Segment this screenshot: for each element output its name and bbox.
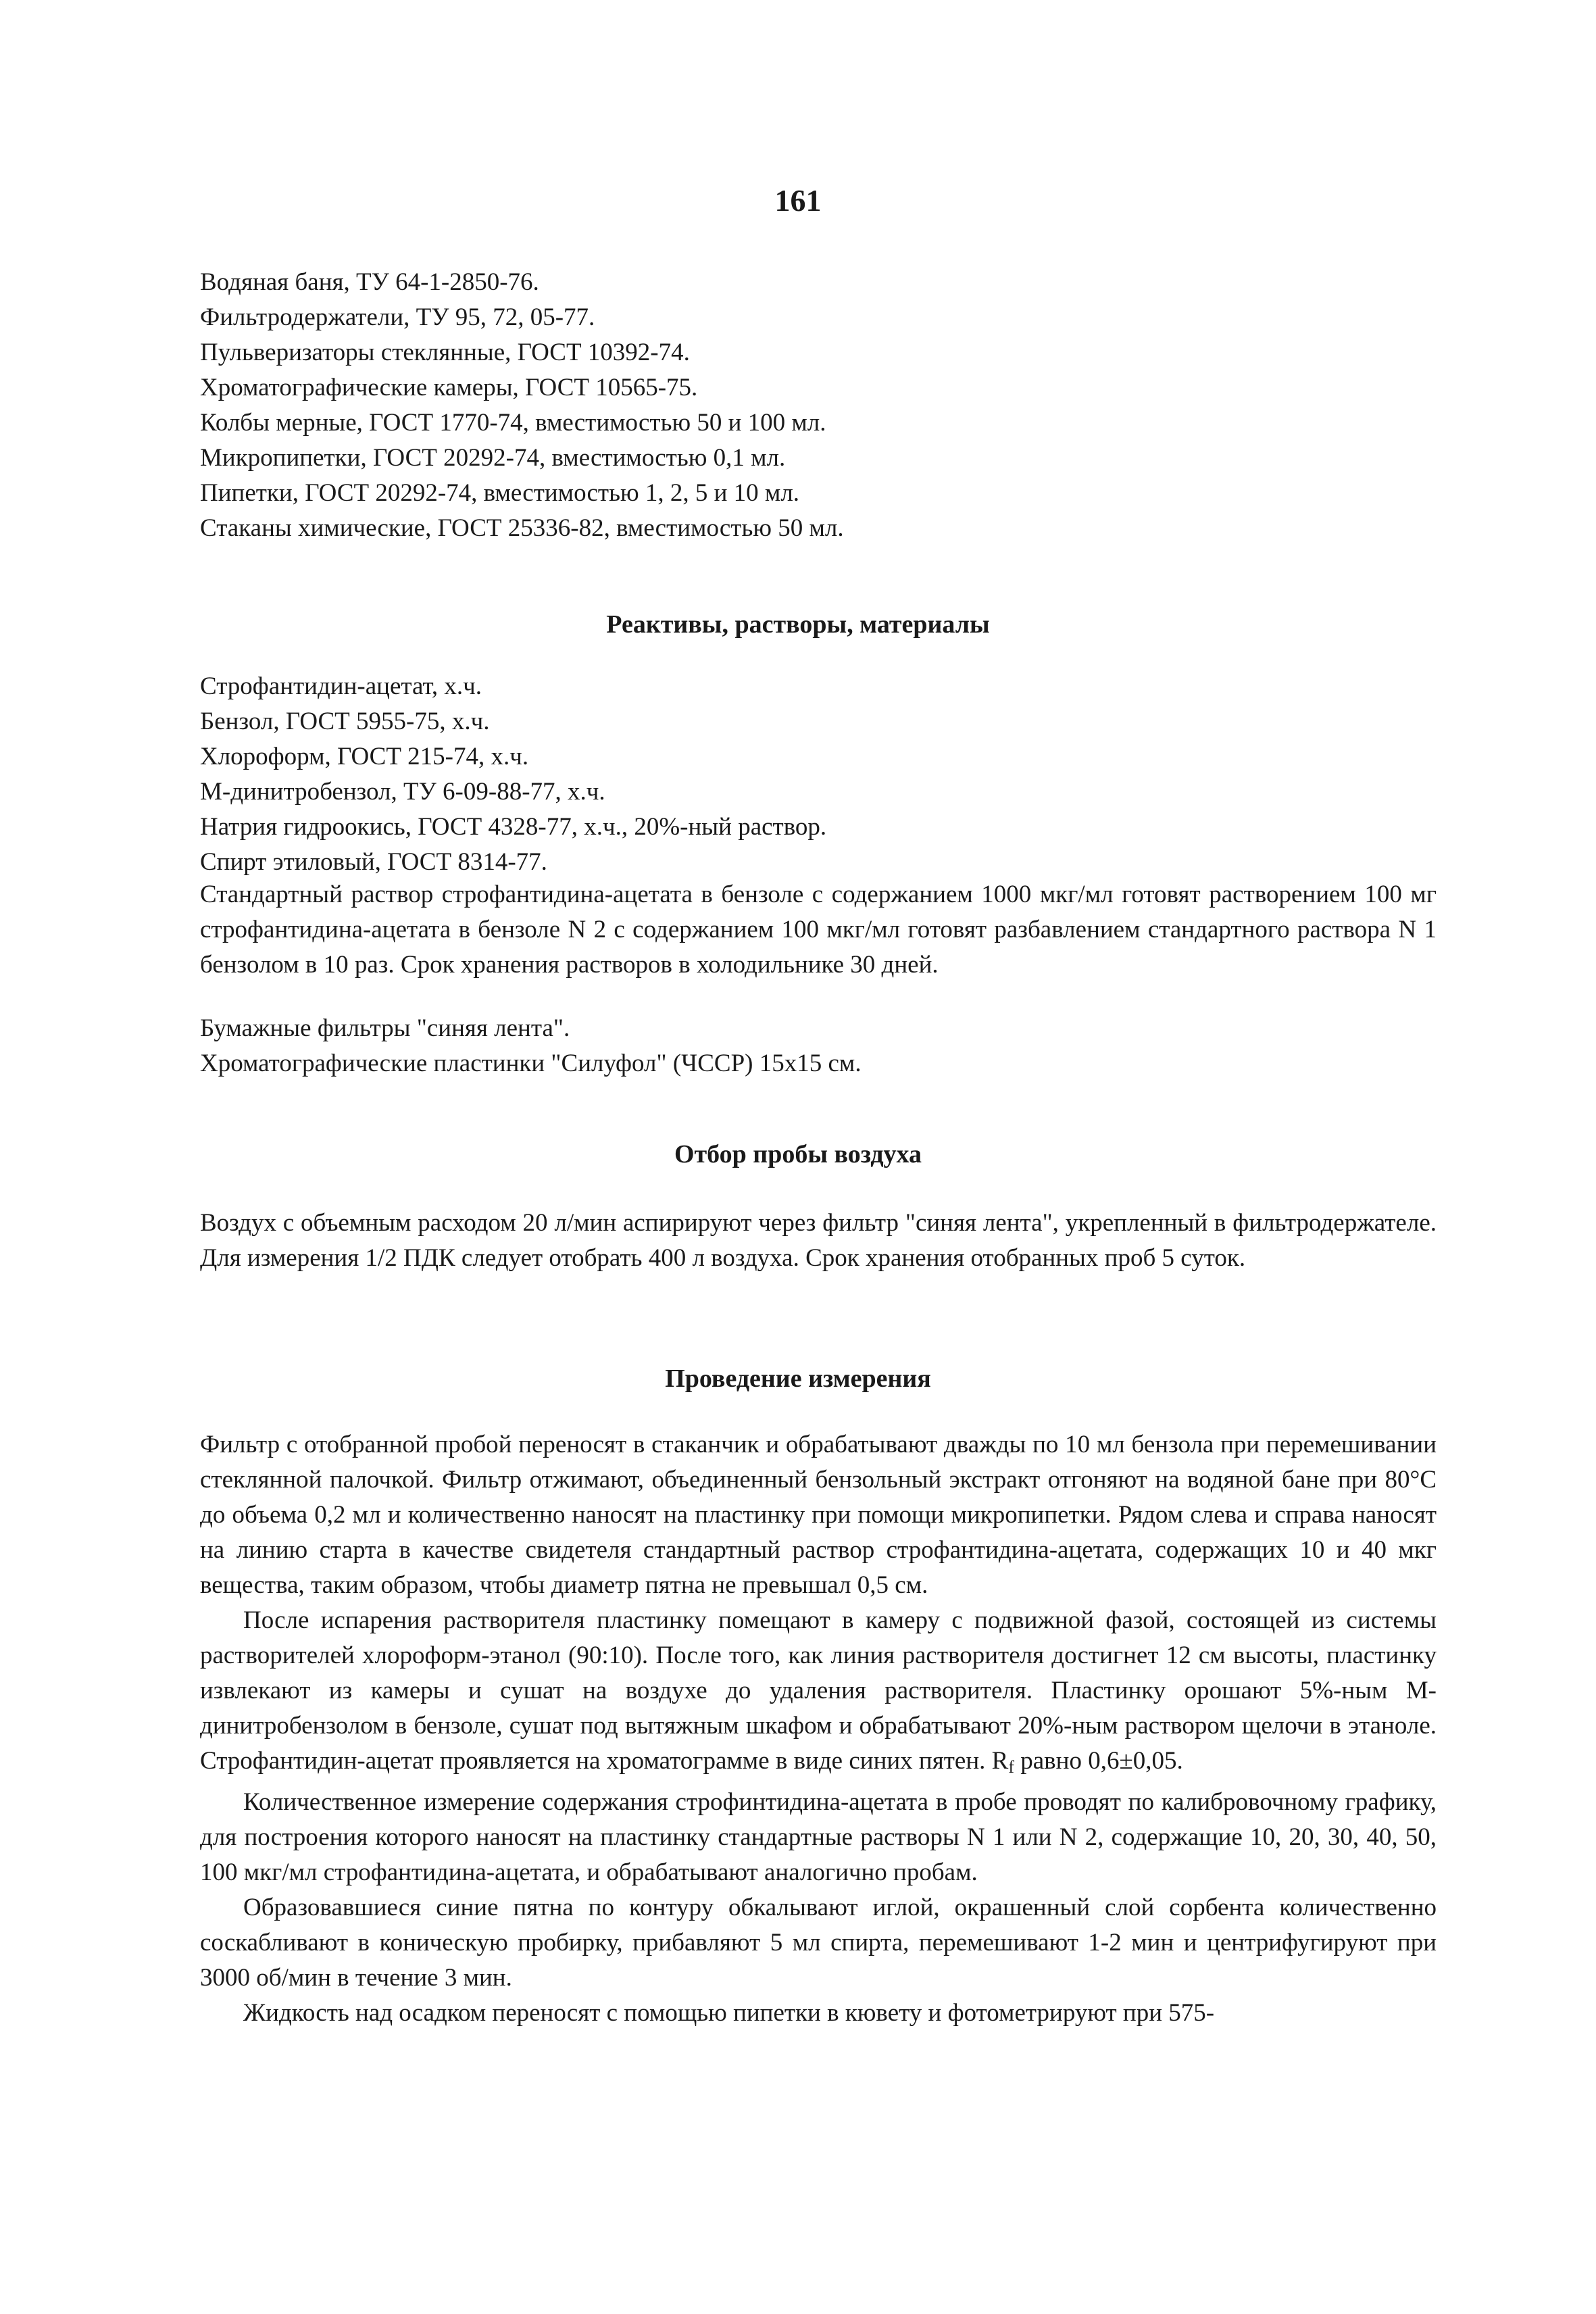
measurement-paragraph-3: Количественное измерение содержания строфинтидина-ацетата в пробе проводят по калибровочному графику, для построения которого наносят на пластинку стандартные растворы N 1 или N 2, содержащие 10, 20, 30, 40, 50, 100 мкг/мл строфантидина-ацетата, и обрабатывают аналогично пробам. [200, 1788, 1437, 1886]
measurement-paragraph-5: Жидкость над осадком переносят с помощью пипетки в кювету и фотометрируют при 575- [243, 1999, 1215, 2027]
sampling-paragraph: Воздух с объемным расходом 20 л/мин аспирируют через фильтр "синяя лента", укрепленный в фильтродержателе. Для измерения 1/2 ПДК следует отобрать 400 л воздуха. Срок хранения отобранных проб 5 суток. [200, 1209, 1437, 1272]
equipment-item: Пипетки, ГОСТ 20292-74, вместимостью 1, 2, 5 и 10 мл. [200, 479, 800, 507]
reagent-item: Спирт этиловый, ГОСТ 8314-77. [200, 848, 547, 876]
standard-solution-paragraph: Стандартный раствор строфантидина-ацетата в бензоле с содержанием 1000 мкг/мл готовят растворением 100 мг строфантидина-ацетата в бензоле N 2 с содержанием 100 мкг/мл готовят разбавлением стандартного раствора N 1 бензолом в 10 раз. Срок хранения растворов в холодильнике 30 дней. [200, 881, 1437, 979]
reagent-item: М-динитробензол, ТУ 6-09-88-77, х.ч. [200, 778, 605, 806]
measurement-paragraph-2-main: После испарения растворителя пластинку помещают в камеру с подвижной фазой, состоящей из системы растворителей хлороформ-этанол (90:10). После того, как линия растворителя достигнет 12 см высоты, пластинку извлекают из камеры и сушат на воздухе до удаления растворителя. Пластинку орошают 5%-ным М-динитробензолом в бензоле, сушат под вытяжным шкафом и обрабатывают 20%-ным раствором щелочи в этаноле. Строфантидин-ацетат проявляется на хроматограмме в виде синих пятен. R [200, 1606, 1437, 1775]
reagent-item: Хлороформ, ГОСТ 215-74, х.ч. [200, 743, 529, 770]
sampling-block [200, 1206, 1437, 1276]
measurement-paragraph-1: Фильтр с отобранной пробой переносят в стаканчик и обрабатывают дважды по 10 мл бензола при перемешивании стеклянной палочкой. Фильтр отжимают, объединенный бензольный экстракт отгоняют на водяной бане при 80°С до объема 0,2 мл и количественно наносят на пластинку при помощи микропипетки. Рядом слева и справа наносят на линию старта в качестве свидетеля стандартный раствор строфантидина-ацетата, содержащих 10 и 40 мкг вещества, таким образом, чтобы диаметр пятна не превышал 0,5 см. [200, 1431, 1437, 1599]
rf-subscript: f [1008, 1757, 1014, 1777]
plates-line: Хроматографические пластинки "Силуфол" (ЧССР) 15х15 см. [200, 1050, 862, 1077]
measurement-block [200, 1427, 1437, 2031]
page-number: 161 [774, 183, 822, 218]
materials-block [200, 1011, 1437, 1081]
measurement-heading: Проведение измерения [665, 1364, 931, 1393]
reagent-item: Бензол, ГОСТ 5955-75, х.ч. [200, 708, 490, 735]
measurement-paragraph-4: Образовавшиеся синие пятна по контуру обкалывают иглой, окрашенный слой сорбента количественно соскабливают в коническую пробирку, прибавляют 5 мл спирта, перемешивают 1-2 мин и центрифугируют при 3000 об/мин в течение 3 мин. [200, 1894, 1437, 1992]
reagent-item: Строфантидин-ацетат, х.ч. [200, 672, 482, 700]
equipment-item: Стаканы химические, ГОСТ 25336-82, вместимостью 50 мл. [200, 514, 844, 542]
equipment-item: Пульверизаторы стеклянные, ГОСТ 10392-74. [200, 339, 690, 366]
measurement-paragraph-2 [200, 1603, 1437, 1785]
equipment-item: Хроматографические камеры, ГОСТ 10565-75. [200, 374, 698, 401]
reagents-list [200, 669, 1437, 880]
filters-line: Бумажные фильтры "синяя лента". [200, 1014, 570, 1042]
reagents-heading: Реактивы, растворы, материалы [606, 610, 990, 639]
equipment-item: Фильтродержатели, ТУ 95, 72, 05-77. [200, 303, 595, 331]
equipment-list [200, 265, 1437, 546]
reagent-item: Натрия гидроокись, ГОСТ 4328-77, х.ч., 20%-ный раствор. [200, 813, 827, 841]
equipment-item: Водяная баня, ТУ 64-1-2850-76. [200, 268, 539, 296]
sampling-heading: Отбор пробы воздуха [674, 1140, 922, 1168]
standard-solution-block [200, 877, 1437, 983]
equipment-item: Микропипетки, ГОСТ 20292-74, вместимостью 0,1 мл. [200, 444, 786, 472]
measurement-paragraph-2-tail: равно 0,6±0,05. [1014, 1747, 1183, 1775]
equipment-item: Колбы мерные, ГОСТ 1770-74, вместимостью 50 и 100 мл. [200, 409, 826, 437]
